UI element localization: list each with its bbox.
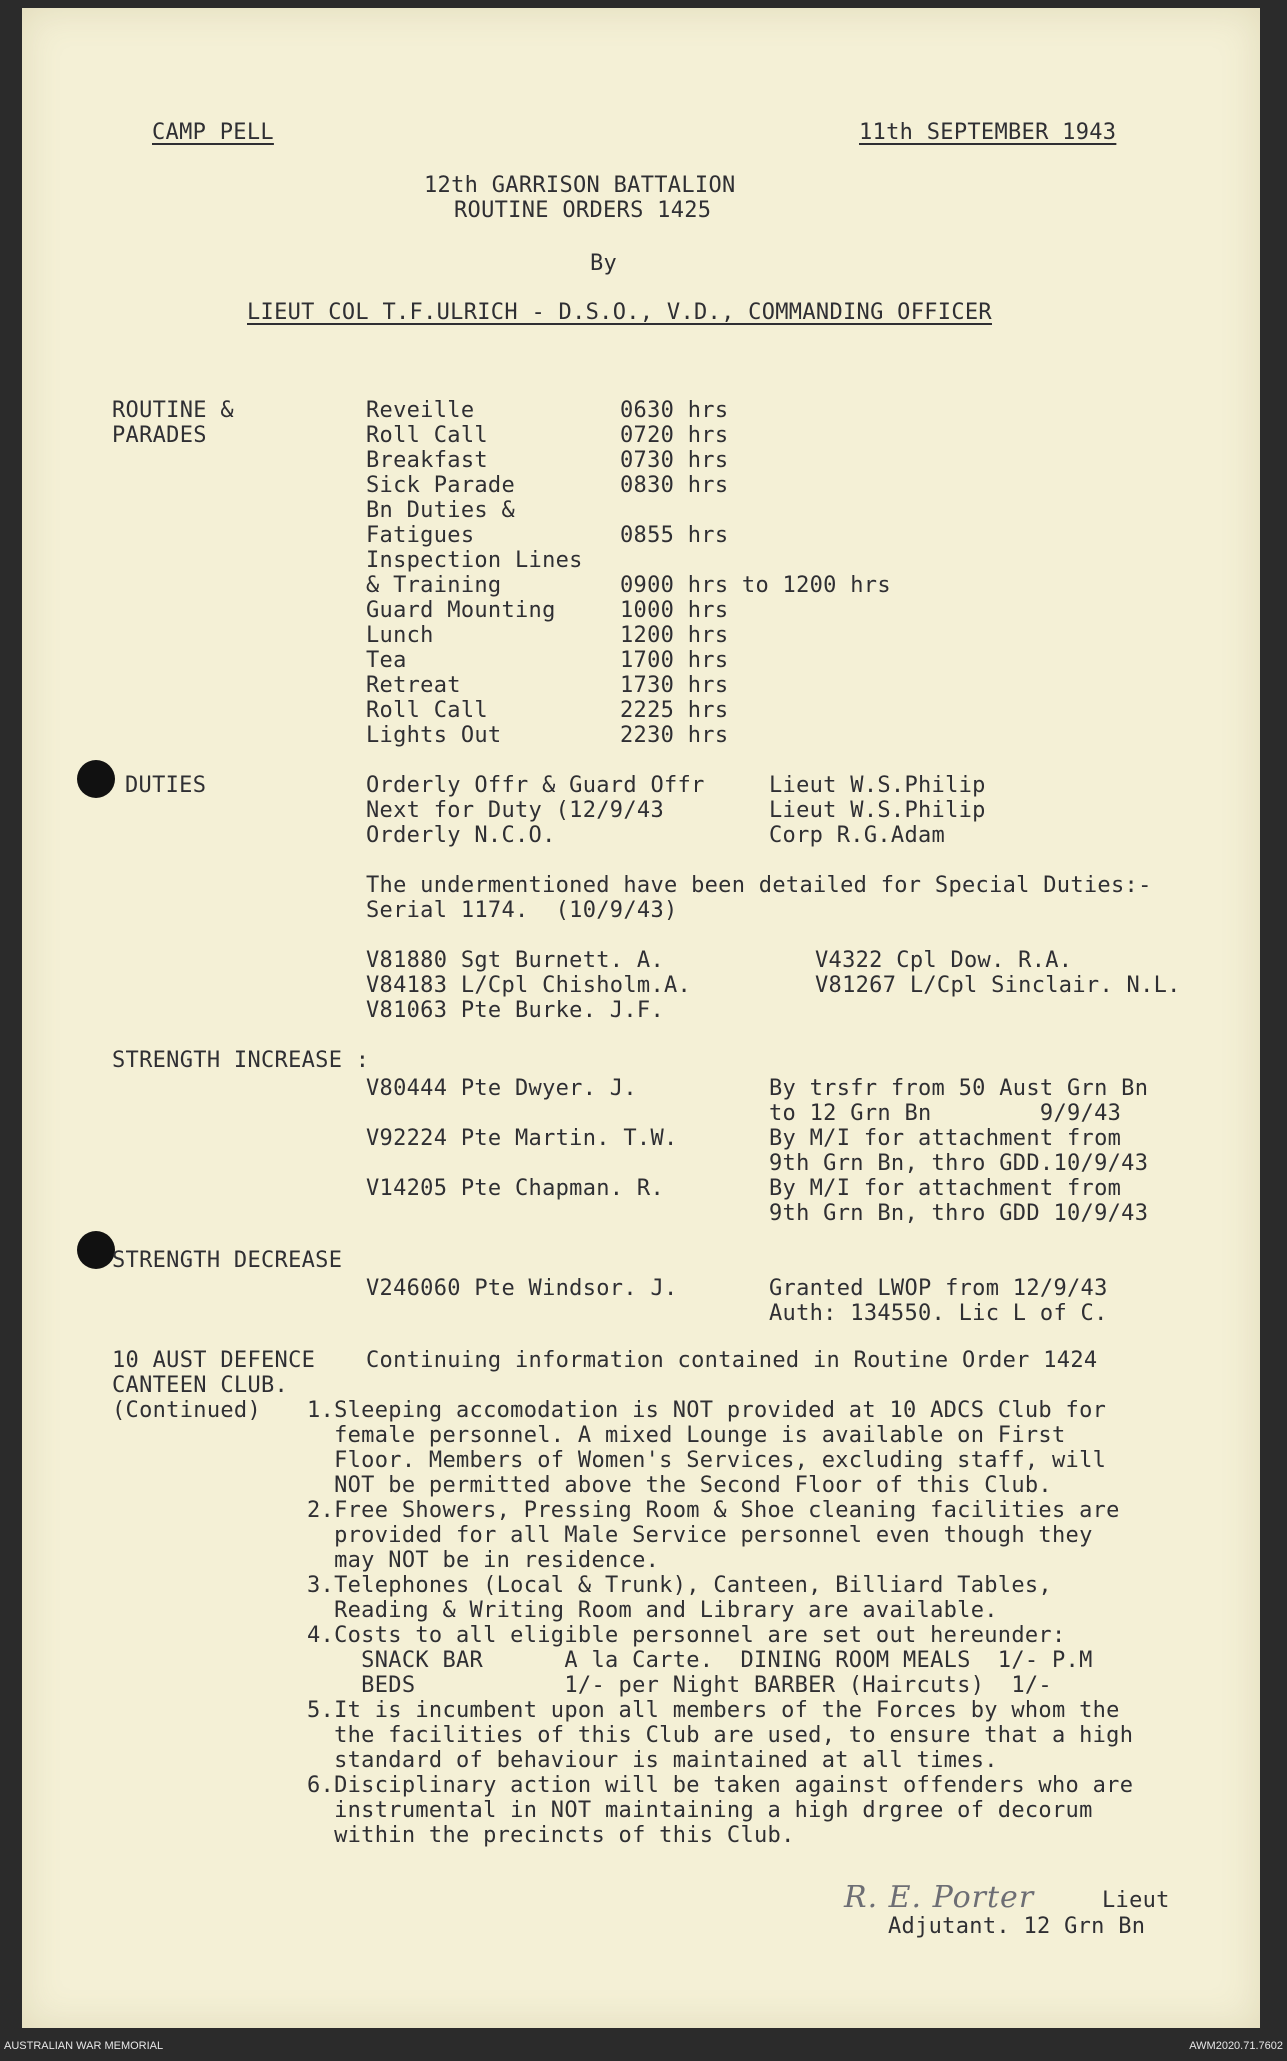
routine-time: 0900 hrs to 1200 hrs xyxy=(620,573,891,598)
canteen-line: standard of behaviour is maintained at all times. xyxy=(307,1748,998,1773)
routine-time: 2225 hrs xyxy=(620,698,729,723)
routine-activity: Lunch xyxy=(366,623,434,648)
canteen-line: provided for all Male Service personnel even though they xyxy=(307,1523,1093,1548)
routine-activity: & Training xyxy=(366,573,502,598)
special-duties-serial: Serial 1174. (10/9/43) xyxy=(366,898,678,923)
routine-activity: Fatigues xyxy=(366,523,475,548)
personnel-entry: V81880 Sgt Burnett. A. xyxy=(366,948,664,973)
archive-footer xyxy=(0,2028,1287,2061)
routine-time: 1700 hrs xyxy=(620,648,729,673)
canteen-line: Floor. Members of Women's Services, excluding staff, will xyxy=(307,1448,1107,1473)
date: 11th SEPTEMBER 1943 xyxy=(859,120,1117,145)
routine-activity: Lights Out xyxy=(366,723,502,748)
canteen-line: SNACK BAR A la Carte. DINING ROOM MEALS 1/- P.M xyxy=(307,1648,1093,1673)
duty-role: Next for Duty (12/9/43 xyxy=(366,798,664,823)
increase-name: V92224 Pte Martin. T.W. xyxy=(366,1126,678,1151)
duty-name: Lieut W.S.Philip xyxy=(769,773,986,798)
handwritten-signature: R. E. Porter xyxy=(844,1880,1035,1915)
routine-activity: Guard Mounting xyxy=(366,598,556,623)
increase-detail: By trsfr from 50 Aust Grn Bn xyxy=(769,1076,1149,1101)
duty-role: Orderly Offr & Guard Offr xyxy=(366,773,705,798)
canteen-heading: (Continued) xyxy=(112,1398,261,1423)
canteen-line: 2.Free Showers, Pressing Room & Shoe cleaning facilities are xyxy=(307,1498,1120,1523)
duty-role: Orderly N.C.O. xyxy=(366,823,556,848)
canteen-line: 1.Sleeping accomodation is NOT provided at 10 ADCS Club for xyxy=(307,1398,1107,1423)
strength-decrease-heading: STRENGTH DECREASE xyxy=(112,1248,343,1273)
routine-activity: Sick Parade xyxy=(366,473,515,498)
routine-activity: Retreat xyxy=(366,673,461,698)
decrease-name: V246060 Pte Windsor. J. xyxy=(366,1276,678,1301)
strength-increase-heading: STRENGTH INCREASE : xyxy=(112,1048,370,1073)
canteen-line: Reading & Writing Room and Library are available. xyxy=(307,1598,998,1623)
increase-detail: By M/I for attachment from xyxy=(769,1126,1122,1151)
duties-heading: DUTIES xyxy=(125,773,207,798)
routine-activity: Bn Duties & xyxy=(366,498,515,523)
routine-time: 0855 hrs xyxy=(620,523,729,548)
canteen-line: 6.Disciplinary action will be taken against offenders who are xyxy=(307,1773,1134,1798)
routine-time: 0730 hrs xyxy=(620,448,729,473)
by-label: By xyxy=(590,251,618,276)
canteen-line: instrumental in NOT maintaining a high drgree of decorum xyxy=(307,1798,1093,1823)
canteen-line: within the precincts of this Club. xyxy=(307,1823,795,1848)
canteen-line: NOT be permitted above the Second Floor of this Club. xyxy=(307,1473,1052,1498)
decrease-detail: Granted LWOP from 12/9/43 xyxy=(769,1276,1108,1301)
routine-time: 1200 hrs xyxy=(620,623,729,648)
commander-line: LIEUT COL T.F.ULRICH - D.S.O., V.D., COMMANDING OFFICER xyxy=(247,300,992,325)
signature-rank: Lieut xyxy=(1102,1888,1170,1913)
duty-name: Corp R.G.Adam xyxy=(769,823,946,848)
signature-title: Adjutant. 12 Grn Bn xyxy=(888,1914,1146,1939)
duty-name: Lieut W.S.Philip xyxy=(769,798,986,823)
orders-title: ROUTINE ORDERS 1425 xyxy=(454,198,712,223)
routine-activity: Breakfast xyxy=(366,448,488,473)
increase-detail: By M/I for attachment from xyxy=(769,1176,1122,1201)
routine-time: 2230 hrs xyxy=(620,723,729,748)
punch-hole xyxy=(77,760,115,798)
routine-activity: Reveille xyxy=(366,398,475,423)
routine-time: 0630 hrs xyxy=(620,398,729,423)
special-duties-line: The undermentioned have been detailed for Special Duties:- xyxy=(366,873,1152,898)
personnel-entry: V4322 Cpl Dow. R.A. xyxy=(815,948,1073,973)
personnel-entry: V81063 Pte Burke. J.F. xyxy=(366,998,664,1023)
routine-heading: ROUTINE & xyxy=(112,398,234,423)
archive-name: AUSTRALIAN WAR MEMORIAL xyxy=(4,2040,164,2052)
increase-detail: 9th Grn Bn, thro GDD 10/9/43 xyxy=(769,1201,1149,1226)
routine-time: 1000 hrs xyxy=(620,598,729,623)
canteen-line: may NOT be in residence. xyxy=(307,1548,660,1573)
increase-detail: 9th Grn Bn, thro GDD.10/9/43 xyxy=(769,1151,1149,1176)
canteen-line: female personnel. A mixed Lounge is available on First xyxy=(307,1423,1066,1448)
canteen-line: BEDS 1/- per Night BARBER (Haircuts) 1/- xyxy=(307,1673,1052,1698)
canteen-line: 5.It is incumbent upon all members of the Forces by whom the xyxy=(307,1698,1120,1723)
routine-time: 0830 hrs xyxy=(620,473,729,498)
increase-detail: to 12 Grn Bn 9/9/43 xyxy=(769,1101,1122,1126)
canteen-intro: Continuing information contained in Routine Order 1424 xyxy=(366,1348,1098,1373)
location: CAMP PELL xyxy=(152,120,274,145)
routine-activity: Inspection Lines xyxy=(366,548,583,573)
routine-activity: Roll Call xyxy=(366,698,488,723)
unit-title: 12th GARRISON BATTALION xyxy=(424,173,736,198)
routine-time: 1730 hrs xyxy=(620,673,729,698)
personnel-entry: V81267 L/Cpl Sinclair. N.L. xyxy=(815,973,1181,998)
parades-heading: PARADES xyxy=(112,423,207,448)
canteen-line: 4.Costs to all eligible personnel are set out hereunder: xyxy=(307,1623,1066,1648)
increase-name: V14205 Pte Chapman. R. xyxy=(366,1176,664,1201)
canteen-heading: CANTEEN CLUB. xyxy=(112,1373,289,1398)
personnel-entry: V84183 L/Cpl Chisholm.A. xyxy=(366,973,692,998)
routine-time: 0720 hrs xyxy=(620,423,729,448)
canteen-heading: 10 AUST DEFENCE xyxy=(112,1348,316,1373)
canteen-line: 3.Telephones (Local & Trunk), Canteen, Billiard Tables, xyxy=(307,1573,1052,1598)
punch-hole xyxy=(77,1231,115,1269)
archive-reference: AWM2020.71.7602 xyxy=(1189,2040,1283,2052)
canteen-line: the facilities of this Club are used, to ensure that a high xyxy=(307,1723,1134,1748)
routine-activity: Roll Call xyxy=(366,423,488,448)
routine-activity: Tea xyxy=(366,648,407,673)
document-page xyxy=(22,8,1260,2028)
decrease-detail: Auth: 134550. Lic L of C. xyxy=(769,1301,1108,1326)
increase-name: V80444 Pte Dwyer. J. xyxy=(366,1076,637,1101)
